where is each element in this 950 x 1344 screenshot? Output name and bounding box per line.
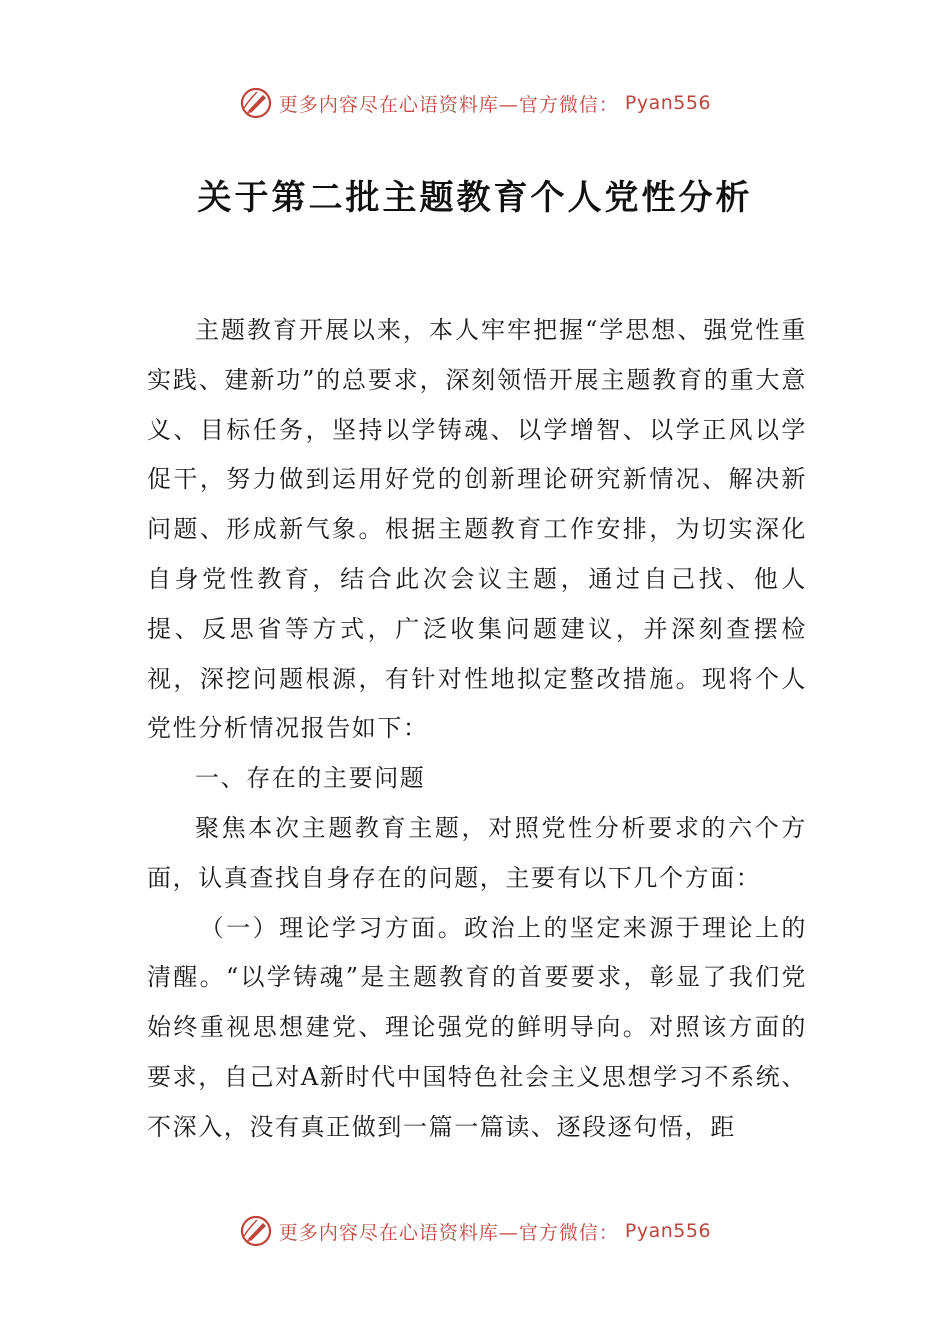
document-title: 关于第二批主题教育个人党性分析: [197, 178, 753, 218]
watermark-header: [0, 86, 950, 120]
document-body: [147, 306, 807, 1153]
watermark-text: 更多内容尽在心语资料库—官方微信：: [278, 1221, 619, 1244]
intro-paragraph: 主题教育开展以来，本人牢牢把握“学思想、强党性重实践、建新功”的总要求，深刻领悟开展主题教育的重大意义、目标任务，坚持以学铸魂、以学增智、以学正风以学促干，努力做到运用好党的创新理论研究新情况、解决新问题、形成新气象。根据主题教育工作安排，为切实深化自身党性教育，结合此次会议主题，通过自己找、他人提、反思省等方式，广泛收集问题建议，并深刻查摆检视，深挖问题根源，有针对性地拟定整改措施。现将个人党性分析情况报告如下：: [147, 316, 807, 743]
theory-study-paragraph: （一）理论学习方面。政治上的坚定来源于理论上的清醒。“以学铸魂”是主题教育的首要要求，彰显了我们党始终重视思想建党、理论强党的鲜明导向。对照该方面的要求，自己对A新时代中国特色社会主义思想学习不系统、不深入，没有真正做到一篇一篇读、逐段逐句悟，距: [147, 913, 807, 1141]
watermark-footer: [0, 1214, 950, 1248]
pen-logo-icon: [239, 1214, 273, 1248]
watermark-wechat-id: Pyan556: [624, 92, 712, 114]
watermark-wechat-id: Pyan556: [624, 1220, 712, 1242]
watermark-text: 更多内容尽在心语资料库—官方微信：: [278, 93, 619, 116]
section-heading: 一、存在的主要问题: [195, 764, 426, 793]
section-intro-paragraph: 聚焦本次主题教育主题，对照党性分析要求的六个方面，认真查找自身存在的问题，主要有以下几个方面：: [147, 813, 807, 892]
pen-logo-icon: [239, 86, 273, 120]
